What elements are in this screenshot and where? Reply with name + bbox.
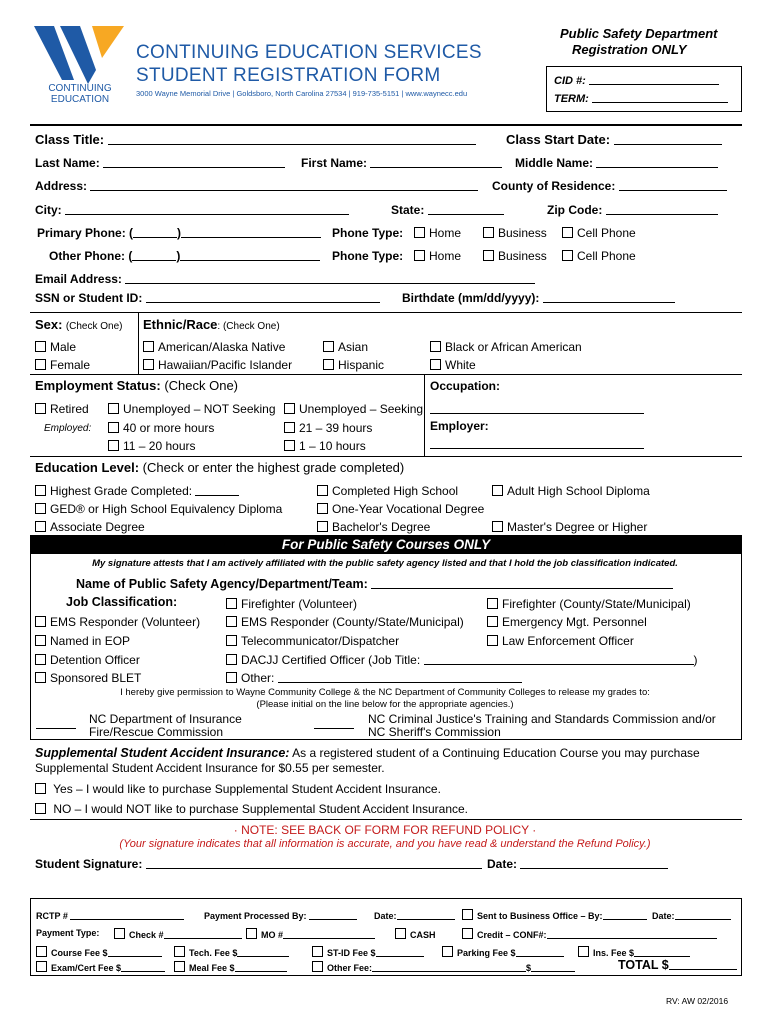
law-enforcement-checkbox[interactable]: Law Enforcement Officer [487,634,634,648]
male-checkbox[interactable]: Male [35,340,76,354]
cj-initial-line[interactable] [314,718,354,729]
state-field[interactable]: State: [391,203,504,217]
stid-fee-checkbox[interactable]: ST-ID Fee $ [312,946,424,958]
attest-text: My signature attests that I am actively affiliated with the public safety agency listed and that I hold the job classification indicated. [92,558,678,569]
one-year-checkbox[interactable]: One-Year Vocational Degree [317,502,484,516]
employment-heading: Employment Status: (Check One) [35,378,239,393]
class-start-field[interactable]: Class Start Date: [506,132,722,147]
signature-note: (Your signature indicates that all information is accurate, and you have read & understand the Refund Policy.) [119,838,651,850]
emergency-mgt-checkbox[interactable]: Emergency Mgt. Personnel [487,615,647,629]
cj-label: NC Criminal Justice's Training and Standards Commission and/or NC Sheriff's Commission [368,712,716,739]
employed-label: Employed: [44,423,92,434]
ff-volunteer-checkbox[interactable]: Firefighter (Volunteer) [226,597,357,611]
phone-type-label: Phone Type: [332,226,404,240]
unemployed-seeking-checkbox[interactable]: Unemployed – Seeking [284,402,423,416]
rctp-field[interactable]: RCTP # [36,909,184,921]
divider [424,374,425,456]
course-fee-checkbox[interactable]: Course Fee $ [36,946,162,958]
term-field[interactable]: TERM: [554,92,728,105]
hours-11-checkbox[interactable]: 11 – 20 hours [108,439,196,453]
employer-label: Employer: [430,419,489,433]
city-field[interactable]: City: [35,203,349,217]
first-name-field[interactable]: First Name: [301,156,502,170]
logo-caption: CONTINUING EDUCATION [48,83,112,105]
student-signature-field[interactable]: Student Signature: [35,857,482,871]
psd-title-2: Registration ONLY [572,42,687,57]
meal-fee-checkbox[interactable]: Meal Fee $ [174,961,287,973]
doi-label: NC Department of Insurance Fire/Rescue Commission [89,712,242,739]
female-checkbox[interactable]: Female [35,358,90,372]
initial-instructions: (Please initial on the line below for the appropriate agencies.) [256,699,514,710]
credit-checkbox[interactable]: Credit – CONF#: [462,928,717,940]
ems-csm-checkbox[interactable]: EMS Responder (County/State/Municipal) [226,615,464,629]
address-field[interactable]: Address: [35,179,478,193]
payment-type-label: Payment Type: [36,928,100,938]
associate-checkbox[interactable]: Associate Degree [35,520,145,534]
signature-date-field[interactable]: Date: [487,857,668,871]
other-checkbox[interactable]: Other: [226,671,522,685]
hours-21-checkbox[interactable]: 21 – 39 hours [284,421,372,435]
masters-checkbox[interactable]: Master's Degree or Higher [492,520,647,534]
cid-field[interactable]: CID #: [554,74,719,87]
home-checkbox[interactable]: Home [414,226,461,240]
eop-checkbox[interactable]: Named in EOP [35,634,130,648]
job-classification-label: Job Classification: [66,595,178,609]
insurance-text: Supplemental Student Accident Insurance: As a registered student of a Continuing Education Course you may purchase Supplemental Student Accident Insurance for $0.55 per semester. [35,746,700,775]
primary-phone-field[interactable]: Primary Phone: ( ) [37,226,321,240]
american-alaska-checkbox[interactable]: American/Alaska Native [143,340,285,354]
divider [30,374,742,375]
divider [30,124,742,126]
phone-type-label-2: Phone Type: [332,249,404,263]
hawaiian-checkbox[interactable]: Hawaiian/Pacific Islander [143,358,292,372]
mo-checkbox[interactable]: MO # [246,928,375,940]
adult-hs-checkbox[interactable]: Adult High School Diploma [492,484,650,498]
permission-text: I hereby give permission to Wayne Community College & the NC Department of Community Colleges to release my grades to: [120,687,650,698]
insurance-yes-checkbox[interactable]: Yes – I would like to purchase Supplemental Student Accident Insurance. [35,782,441,796]
cell-checkbox-2[interactable]: Cell Phone [562,249,636,263]
office-date-field[interactable]: Date: [374,909,455,921]
bachelors-checkbox[interactable]: Bachelor's Degree [317,520,430,534]
cash-checkbox[interactable]: CASH [395,928,436,940]
insurance-no-checkbox[interactable]: NO – I would NOT like to purchase Supplemental Student Accident Insurance. [35,802,468,816]
ssn-field[interactable]: SSN or Student ID: [35,291,380,305]
business-checkbox[interactable]: Business [483,226,547,240]
refund-note: · NOTE: SEE BACK OF FORM FOR REFUND POLICY · [233,823,537,837]
middle-name-field[interactable]: Middle Name: [515,156,718,170]
sent-date-field[interactable]: Date: [652,909,731,921]
retired-checkbox[interactable]: Retired [35,402,89,416]
hours-1-checkbox[interactable]: 1 – 10 hours [284,439,366,453]
dacjj-checkbox[interactable]: DACJJ Certified Officer (Job Title: ) [226,653,698,667]
email-field[interactable]: Email Address: [35,272,535,286]
wayne-logo [34,24,126,86]
check-checkbox[interactable]: Check # [114,928,242,940]
divider [30,312,742,313]
occupation-label: Occupation: [430,379,501,393]
payment-processed-field[interactable]: Payment Processed By: [204,909,357,921]
divider [30,819,742,820]
unemployed-not-seeking-checkbox[interactable]: Unemployed – NOT Seeking [108,402,276,416]
form-title-1: CONTINUING EDUCATION SERVICES [136,42,482,63]
zip-field[interactable]: Zip Code: [547,203,718,217]
revision-footer: RV: AW 02/2016 [666,996,729,1006]
ethnic-heading: Ethnic/Race: (Check One) [143,317,280,332]
college-address: 3000 Wayne Memorial Drive | Goldsboro, North Carolina 27534 | 919-735-5151 | www.waynecc.edu [136,89,468,98]
tech-fee-checkbox[interactable]: Tech. Fee $ [174,946,289,958]
education-heading: Education Level: (Check or enter the highest grade completed) [35,460,405,475]
hispanic-checkbox[interactable]: Hispanic [323,358,384,372]
other-fee-checkbox[interactable]: Other Fee: $ [312,961,575,973]
psd-title-1: Public Safety Department [560,26,718,41]
telecom-checkbox[interactable]: Telecommunicator/Dispatcher [226,634,399,648]
occupation-line[interactable] [430,403,644,414]
detention-checkbox[interactable]: Detention Officer [35,653,140,667]
class-title-field[interactable]: Class Title: [35,132,476,147]
employer-line[interactable] [430,438,644,449]
cid-term-box [546,66,742,112]
exam-fee-checkbox[interactable]: Exam/Cert Fee $ [36,961,165,973]
doi-initial-line[interactable] [36,718,76,729]
parking-fee-checkbox[interactable]: Parking Fee $ [442,946,564,958]
sex-heading: Sex: (Check One) [35,317,123,332]
last-name-field[interactable]: Last Name: [35,156,285,170]
ins-fee-checkbox[interactable]: Ins. Fee $ [578,946,690,958]
ff-csm-checkbox[interactable]: Firefighter (County/State/Municipal) [487,597,691,611]
other-phone-field[interactable]: Other Phone: ( ) [49,249,320,263]
agency-field[interactable]: Name of Public Safety Agency/Department/Team: [76,577,673,591]
highest-grade-checkbox[interactable]: Highest Grade Completed: [35,484,239,498]
white-checkbox[interactable]: White [430,358,476,372]
black-checkbox[interactable]: Black or African American [430,340,582,354]
sent-business-checkbox[interactable]: Sent to Business Office – By: [462,909,647,921]
hours-40-checkbox[interactable]: 40 or more hours [108,421,214,435]
completed-hs-checkbox[interactable]: Completed High School [317,484,458,498]
cell-checkbox[interactable]: Cell Phone [562,226,636,240]
business-checkbox-2[interactable]: Business [483,249,547,263]
divider [30,456,742,457]
ems-volunteer-checkbox[interactable]: EMS Responder (Volunteer) [35,615,200,629]
total-field[interactable]: TOTAL $ [618,958,737,972]
form-title-2: STUDENT REGISTRATION FORM [136,65,441,86]
ged-checkbox[interactable]: GED® or High School Equivalency Diploma [35,502,282,516]
asian-checkbox[interactable]: Asian [323,340,368,354]
divider [138,312,139,374]
county-field[interactable]: County of Residence: [492,179,727,193]
home-checkbox-2[interactable]: Home [414,249,461,263]
public-safety-banner: For Public Safety Courses ONLY [30,535,742,554]
blet-checkbox[interactable]: Sponsored BLET [35,671,141,685]
birthdate-field[interactable]: Birthdate (mm/dd/yyyy): [402,291,675,305]
